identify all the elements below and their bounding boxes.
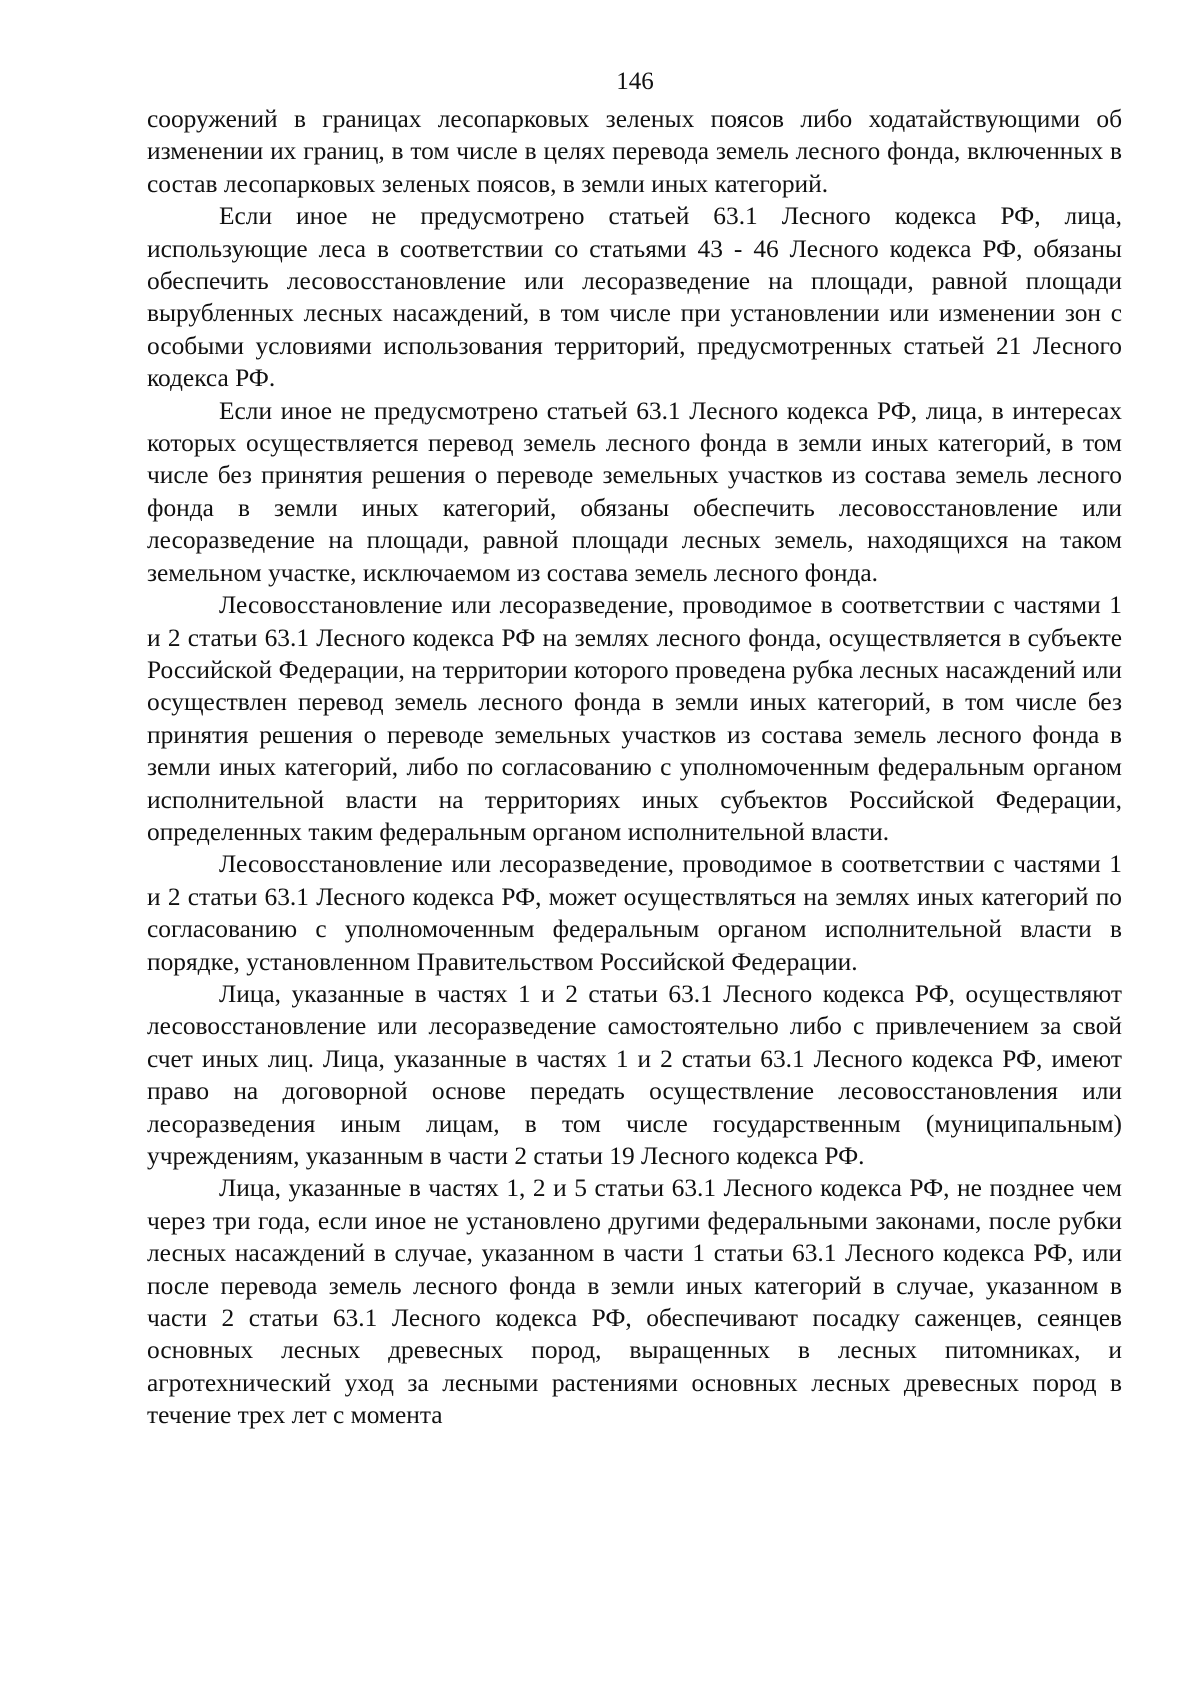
paragraph: Лесовосстановление или лесоразведение, проводимое в соответствии с частями 1 и 2 статьи 63.1 Лесного кодекса РФ на землях лесного фонда, осуществляется в субъекте Российской Федерации, на территории которого проведена рубка лесных насаждений или осуществлен перевод земель лесного фонда в земли иных категорий, в том числе без принятия решения о переводе земельных участков из состава земель лесного фонда в земли иных категорий, либо по согласованию с уполномоченным федеральным органом исполнительной власти на территориях иных субъектов Российской Федерации, определенных таким федеральным органом исполнительной власти. (147, 591, 1122, 846)
paragraph: Если иное не предусмотрено статьей 63.1 Лесного кодекса РФ, лица, использующие леса в соответствии со статьями 43 - 46 Лесного кодекса РФ, обязаны обеспечить лесовосстановление или лесоразведение на площади, равной площади вырубленных лесных насаждений, в том числе при установлении или изменении зон с особыми условиями использования территорий, предусмотренных статьей 21 Лесного кодекса РФ. (147, 202, 1122, 393)
paragraph: Лица, указанные в частях 1, 2 и 5 статьи 63.1 Лесного кодекса РФ, не позднее чем через три года, если иное не установлено другими федеральными законами, после рубки лесных насаждений в случае, указанном в части 1 статьи 63.1 Лесного кодекса РФ, или после перевода земель лесного фонда в земли иных категорий в случае, указанном в части 2 статьи 63.1 Лесного кодекса РФ, обеспечивают посадку саженцев, сеянцев основных лесных древесных пород, выращенных в лесных питомниках, и агротехнический уход за лесными растениями основных лесных древесных пород в течение трех лет с момента (147, 1174, 1122, 1430)
document-body (147, 103, 1122, 1432)
paragraph: Лесовосстановление или лесоразведение, проводимое в соответствии с частями 1 и 2 статьи 63.1 Лесного кодекса РФ, может осуществляться на землях иных категорий по согласованию с уполномоченным федеральным органом исполнительной власти в порядке, установленном Правительством Российской Федерации. (147, 850, 1122, 976)
paragraph-continuation: сооружений в границах лесопарковых зеленых поясов либо ходатайствующими об изменении их границ, в том числе в целях перевода земель лесного фонда, включенных в состав лесопарковых зеленых поясов, в земли иных категорий. (147, 105, 1122, 198)
paragraph: Лица, указанные в частях 1 и 2 статьи 63.1 Лесного кодекса РФ, осуществляют лесовосстановление или лесоразведение самостоятельно либо с привлечением за свой счет иных лиц. Лица, указанные в частях 1 и 2 статьи 63.1 Лесного кодекса РФ, имеют право на договорной основе передать осуществление лесовосстановления или лесоразведения иным лицам, в том числе государственным (муниципальным) учреждениям, указанным в части 2 статьи 19 Лесного кодекса РФ. (147, 979, 1122, 1170)
paragraph: Если иное не предусмотрено статьей 63.1 Лесного кодекса РФ, лица, в интересах которых осуществляется перевод земель лесного фонда в земли иных категорий, в том числе без принятия решения о переводе земельных участков из состава земель лесного фонда в земли иных категорий, обязаны обеспечить лесовосстановление или лесоразведение на площади, равной площади лесных земель, находящихся на таком земельном участке, исключаемом из состава земель лесного фонда. (147, 396, 1122, 587)
page-number: 146 (616, 68, 654, 95)
